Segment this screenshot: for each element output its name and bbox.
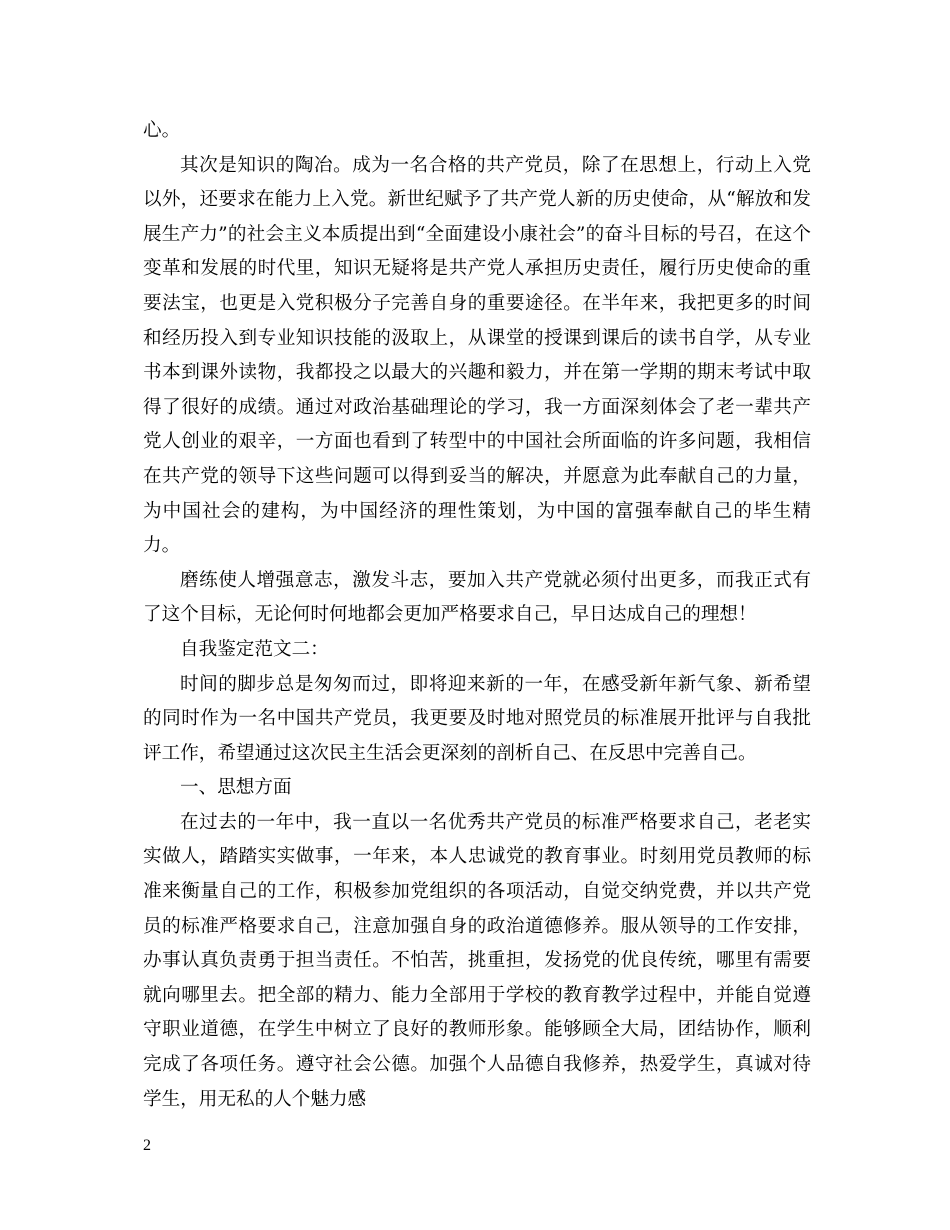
section-heading-thought: 一、思想方面 bbox=[180, 777, 292, 799]
section-heading-sample-two: 自我鉴定范文二： bbox=[180, 638, 329, 660]
paragraph-intro: 时间的脚步总是匆匆而过，即将迎来新的一年，在感受新年新气象、新希望的同时作为一名中国共产党员，我更要及时地对照党员的标准展开批评与自我批评工作，希望通过这次民主生活会更深刻的剖析自己、在反思中完善自己。 bbox=[143, 673, 811, 764]
page-number: 2 bbox=[143, 1137, 151, 1154]
document-body bbox=[143, 114, 811, 1117]
paragraph-continuation: 心。 bbox=[143, 120, 181, 141]
paragraph-resolve: 磨练使人增强意志，激发斗志，要加入共产党就必须付出更多，而我正式有了这个目标，无论何时何地都会更加严格要求自己，早日达成自己的理想！ bbox=[143, 569, 811, 626]
paragraph-thought: 在过去的一年中，我一直以一名优秀共产党员的标准严格要求自己，老老实实做人，踏踏实实做事，一年来，本人忠诚党的教育事业。时刻用党员教师的标准来衡量自己的工作，积极参加党组织的各项活动，自觉交纳党费，并以共产党员的标准严格要求自己，注意加强自身的政治道德修养。服从领导的工作安排，办事认真负责勇于担当责任。不怕苦，挑重担，发扬党的优良传统，哪里有需要就向哪里去。把全部的精力、能力全部用于学校的教育教学过程中，并能自觉遵守职业道德，在学生中树立了良好的教师形象。能够顾全大局，团结协作，顺利完成了各项任务。遵守社会公德。加强个人品德自我修养，热爱学生，真诚对待学生，用无私的人个魅力感 bbox=[143, 811, 811, 1110]
paragraph-knowledge: 其次是知识的陶冶。成为一名合格的共产党员，除了在思想上，行动上入党以外，还要求在能力上入党。新世纪赋予了共产党人新的历史使命，从“解放和发展生产力”的社会主义本质提出到“全面建设小康社会”的奋斗目标的号召，在这个变革和发展的时代里，知识无疑将是共产党人承担历史责任，履行历史使命的重要法宝，也更是入党积极分子完善自身的重要途径。在半年来，我把更多的时间和经历投入到专业知识技能的汲取上，从课堂的授课到课后的读书自学，从专业书本到课外读物，我都投之以最大的兴趣和毅力，并在第一学期的期末考试中取得了很好的成绩。通过对政治基础理论的学习，我一方面深刻体会了老一辈共产党人创业的艰辛，一方面也看到了转型中的中国社会所面临的许多问题，我相信在共产党的领导下这些问题可以得到妥当的解决，并愿意为此奉献自己的力量，为中国社会的建构，为中国经济的理性策划，为中国的富强奉献自己的毕生精力。 bbox=[143, 154, 811, 557]
